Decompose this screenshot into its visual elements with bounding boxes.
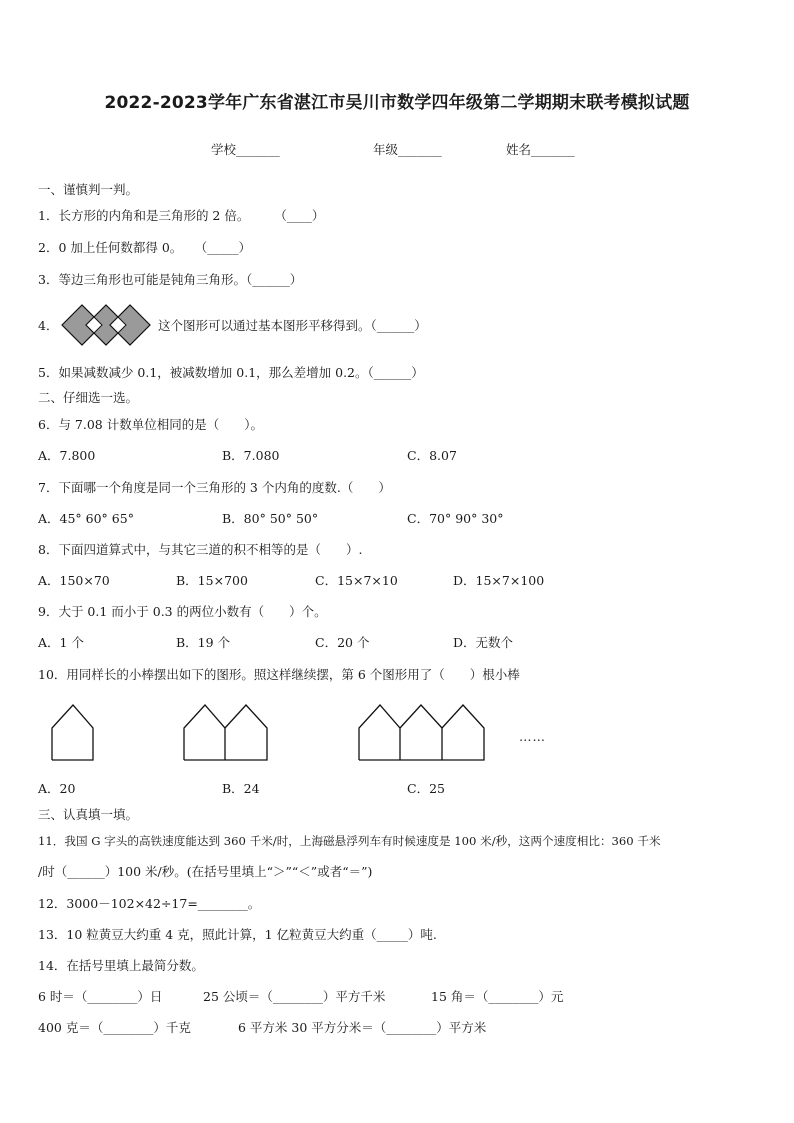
option: A．7.800 — [38, 448, 96, 463]
question-7: 7．下面哪一个角度是同一个三角形的 3 个内角的度数.（ ） — [38, 480, 391, 495]
question-4-number: 4． — [38, 318, 59, 333]
question-2: 2．0 加上任何数都得 0。 （_____） — [38, 240, 252, 255]
section-heading: 二、仔细选一选。 — [38, 390, 139, 405]
option: B．15×700 — [176, 573, 248, 588]
name-field: 姓名_______ — [506, 142, 575, 157]
option: C．70° 90° 30° — [407, 511, 504, 526]
option: C．8.07 — [407, 448, 457, 463]
fill-item: 6 平方米 30 平方分米＝（________）平方米 — [238, 1020, 487, 1035]
question-6: 6．与 7.08 计数单位相同的是（ ）。 — [38, 417, 263, 432]
question-8: 8．下面四道算式中，与其它三道的积不相等的是（ ）. — [38, 542, 363, 557]
question-3: 3．等边三角形也可能是钝角三角形。（______） — [38, 272, 303, 287]
question-1: 1．长方形的内角和是三角形的 2 倍。 （____） — [38, 208, 325, 223]
house-figure-3 — [359, 703, 485, 761]
ellipsis: …… — [519, 729, 546, 744]
option: C．15×7×10 — [315, 573, 398, 588]
grade-field: 年级_______ — [373, 142, 442, 157]
fill-item: 400 克＝（________）千克 — [38, 1020, 191, 1035]
option: A．1 个 — [38, 635, 84, 650]
question-9: 9．大于 0.1 而小于 0.3 的两位小数有（ ）个。 — [38, 604, 327, 619]
house-figure-2 — [184, 703, 268, 761]
school-field: 学校_______ — [211, 142, 280, 157]
option: B．24 — [222, 781, 260, 796]
option: A．150×70 — [38, 573, 110, 588]
option: B．80° 50° 50° — [222, 511, 319, 526]
option: A．20 — [38, 781, 76, 796]
section-heading: 三、认真填一填。 — [38, 807, 139, 822]
option: D．15×7×100 — [453, 573, 545, 588]
page-title: 2022-2023学年广东省湛江市吴川市数学四年级第二学期期末联考模拟试题 — [104, 93, 690, 113]
option: B．19 个 — [176, 635, 231, 650]
house-figure-1 — [52, 703, 94, 761]
question-10: 10．用同样长的小棒摆出如下的图形。照这样继续摆，第 6 个图形用了（ ）根小棒 — [38, 667, 520, 682]
diamond-pattern-figure — [62, 305, 158, 345]
fill-item: 6 时＝（________）日 — [38, 989, 163, 1004]
question-14: 14．在括号里填上最简分数。 — [38, 958, 204, 973]
option: D．无数个 — [453, 635, 514, 650]
fill-item: 15 角＝（________）元 — [431, 989, 564, 1004]
question-13: 13．10 粒黄豆大约重 4 克，照此计算，1 亿粒黄豆大约重（_____）吨. — [38, 927, 437, 942]
option: B．7.080 — [222, 448, 280, 463]
option: A．45° 60° 65° — [38, 511, 134, 526]
fill-item: 25 公顷＝（________）平方千米 — [203, 989, 386, 1004]
section-heading: 一、谨慎判一判。 — [38, 182, 139, 197]
question-5: 5．如果减数减少 0.1，被减数增加 0.1，那么差增加 0.2。（______） — [38, 365, 424, 380]
question-12: 12．3000－102×42÷17=________。 — [38, 896, 261, 911]
option: C．25 — [407, 781, 445, 796]
option: C．20 个 — [315, 635, 370, 650]
question-11-line2: /时（______）100 米/秒。(在括号里填上“＞”“＜”或者“＝”) — [38, 864, 373, 879]
question-4-text: 这个图形可以通过基本图形平移得到。（______） — [158, 318, 427, 333]
question-11-line1: 11．我国 G 字头的高铁速度能达到 360 千米/时，上海磁悬浮列车有时候速度是 100 米/秒，这两个速度相比：360 千米 — [38, 834, 661, 848]
